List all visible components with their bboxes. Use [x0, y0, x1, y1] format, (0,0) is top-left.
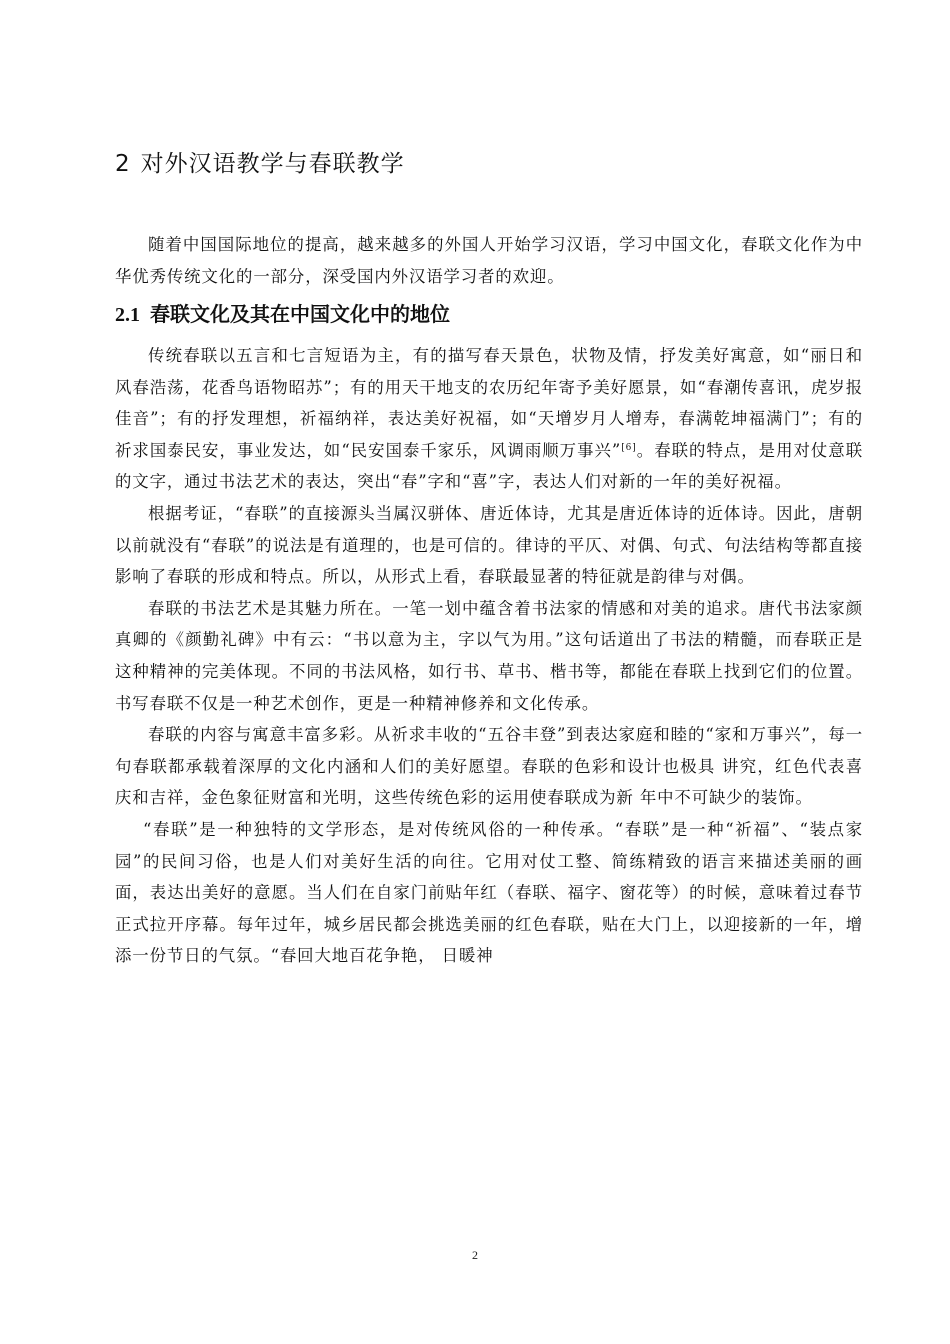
paragraph-4: 春联的内容与寓意丰富多彩。从祈求丰收的“五谷丰登”到表达家庭和睦的“家和万事兴”，每一句春联都承载着深厚的文化内涵和人们的美好愿望。春联的色彩和设计也极具 讲究，红色代表喜庆和吉祥，金色象征财富和光明，这些传统色彩的运用使春联成为新 年中不可缺少的装饰。 — [115, 725, 863, 808]
paragraph-1-text: 传统春联以五言和七言短语为主，有的描写春天景色，状物及情，抒发美好寓意，如“丽日和风春浩荡，花香鸟语物昭苏”；有的用天干地支的农历纪年寄予美好愿景，如“春潮传喜讯，虎岁报佳音”；有的抒发理想，祈福纳祥，表达美好祝福，如“天增岁月人增寿，春满乾坤福满门”；有的祈求国泰民安，事业发达，如“民安国泰千家乐，风调雨顺万事兴” — [115, 346, 863, 460]
paragraph-3: 春联的书法艺术是其魅力所在。一笔一划中蕴含着书法家的情感和对美的追求。唐代书法家颜真卿的《颜勤礼碑》中有云：“书以意为主，字以气为用。”这句话道出了书法的精髓，而春联正是这种精神的完美体现。不同的书法风格，如行书、草书、楷书等，都能在春联上找到它们的位置。书写春联不仅是一种艺术创作，更是一种精神修养和文化传承。 — [115, 598, 863, 713]
paragraph-5: “春联”是一种独特的文学形态，是对传统风俗的一种传承。“春联”是一种“祈福”、“装点家园”的民间习俗，也是人们对美好生活的向往。它用对仗工整、简练精致的语言来描述美丽的画面，表达出美好的意愿。当人们在自家门前贴年红（春联、福字、窗花等）的时候，意味着过春节正式拉开序幕。每年过年，城乡居民都会挑选美丽的红色春联，贴在大门上，以迎接新的一年，增添一份节日的气氛。“春回大地百花争艳， 日暖神 — [115, 819, 863, 966]
section-number: 2.1 — [115, 304, 140, 326]
paragraph-1 — [115, 340, 863, 498]
intro-block — [115, 229, 863, 292]
section-heading — [115, 298, 450, 327]
chapter-title: 对外汉语教学与春联教学 — [140, 151, 405, 177]
chapter-number: 2 — [115, 151, 131, 177]
paragraph-2: 根据考证，“春联”的直接源头当属汉骈体、唐近体诗，尤其是唐近体诗的近体诗。因此，唐朝以前就没有“春联”的说法是有道理的，也是可信的。律诗的平仄、对偶、句式、句法结构等都直接影响了春联的形成和特点。所以，从形式上看，春联最显著的特征就是韵律与对偶。 — [115, 503, 863, 587]
paragraph-1-text-continued: 。春联的特点，是用对仗意联的文字，通过书法艺术的表达，突出“春”字和“喜”字，表达人们对新的一年的美好祝福。 — [115, 440, 864, 492]
intro-paragraph: 随着中国国际地位的提高，越来越多的外国人开始学习汉语，学习中国文化，春联文化作为中华优秀传统文化的一部分，深受国内外汉语学习者的欢迎。 — [115, 235, 863, 286]
section-body — [115, 340, 863, 972]
section-title: 春联文化及其在中国文化中的地位 — [150, 302, 450, 326]
citation-reference[interactable]: [6] — [621, 442, 637, 453]
page-number: 2 — [472, 1248, 478, 1262]
chapter-heading — [115, 145, 405, 178]
